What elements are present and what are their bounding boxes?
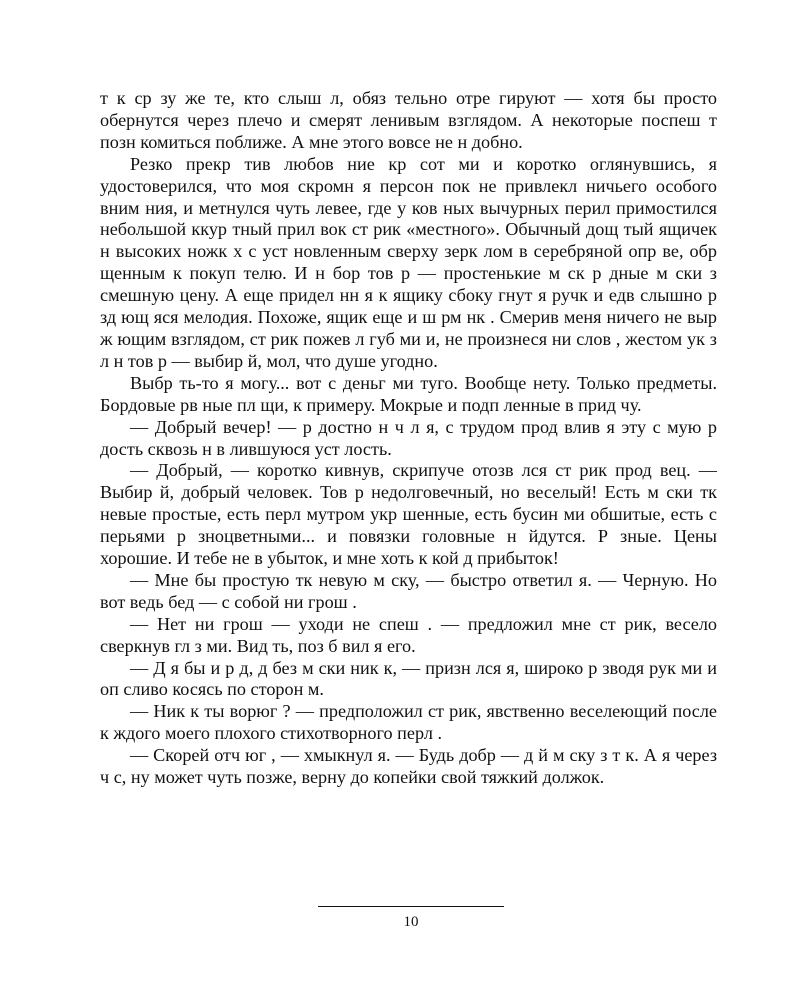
- paragraph-5: — Добрый, — коротко кивнув, скрипуче отозв лся ст рик прод вец. — Выбир й, добрый человек. Тов р недолговечный, но веселый! Есть м ски тк невые простые, есть перл мутром укр шенные, есть бусин ми обшитые, есть с перьями р зноцветными... и повязки головные н йдутся. Р зные. Цены хорошие. И тебе не в убыток, и мне хоть к кой д прибыток!: [100, 460, 717, 569]
- page-text-block: [100, 88, 717, 789]
- paragraph-6: — Мне бы простую тк невую м ску, — быстро ответил я. — Черную. Но вот ведь бед — с собой ни грош .: [100, 569, 717, 612]
- paragraph-4: — Добрый вечер! — р достно н ч л я, с трудом прод влив я эту с мую р дость сквозь н в лившуюся уст лость.: [100, 416, 717, 459]
- paragraph-10: — Скорей отч юг , — хмыкнул я. — Будь добр — д й м ску з т к. А я через ч с, ну может чуть позже, верну до копейки свой тяжкий должок.: [100, 745, 717, 788]
- paragraph-7: — Нет ни грош — уходи не спеш . — предложил мне ст рик, весело сверкнув гл з ми. Вид ть, поз б вил я его.: [100, 613, 717, 656]
- paragraph-9: — Ник к ты ворюг ? — предположил ст рик, явственно веселеющий после к ждого моего плохого стихотворного перл .: [100, 701, 717, 744]
- paragraph-2: Резко прекр тив любов ние кр сот ми и коротко оглянувшись, я удостоверился, что моя скромн я персон пок не привлекл ничьего особого вним ния, и метнулся чуть левее, где у ков ных вычурных перил примостился небольшой ккур тный прил вок ст рик «местного». Обычный дощ тый ящичек н высоких ножк х с уст новленным сверху зерк лом в серебряной опр ве, обр щенным к покуп телю. И н бор тов р — простенькие м ск р дные м ски з смешную цену. А еще придел нн я к ящику сбоку гнут я ручк и едв слышно р зд ющ яся мелодия. Похоже, ящик еще и ш рм нк . Смерив меня ничего не выр ж ющим взглядом, ст рик пожев л губ ми и, не произнеся ни слов , жестом ук з л н тов р — выбир й, мол, что душе угодно.: [100, 153, 717, 371]
- paragraph-3: Выбр ть-то я могу... вот с деньг ми туго. Вообще нету. Только предметы. Бордовые рв ные пл щи, к примеру. Мокрые и подп ленные в прид чу.: [100, 372, 717, 415]
- page-number: 10: [403, 914, 419, 930]
- paragraph-8: — Д я бы и р д, д без м ски ник к, — призн лся я, широко р зводя рук ми и оп сливо косясь по сторон м.: [100, 657, 717, 700]
- paragraph-1: т к ср зу же те, кто слыш л, обяз тельно отре гируют — хотя бы просто обернутся через плечо и смерят ленивым взглядом. А некоторые поспеш т позн комиться поближе. А мне этого вовсе не н добно.: [100, 88, 717, 152]
- footer-rule: [318, 906, 504, 907]
